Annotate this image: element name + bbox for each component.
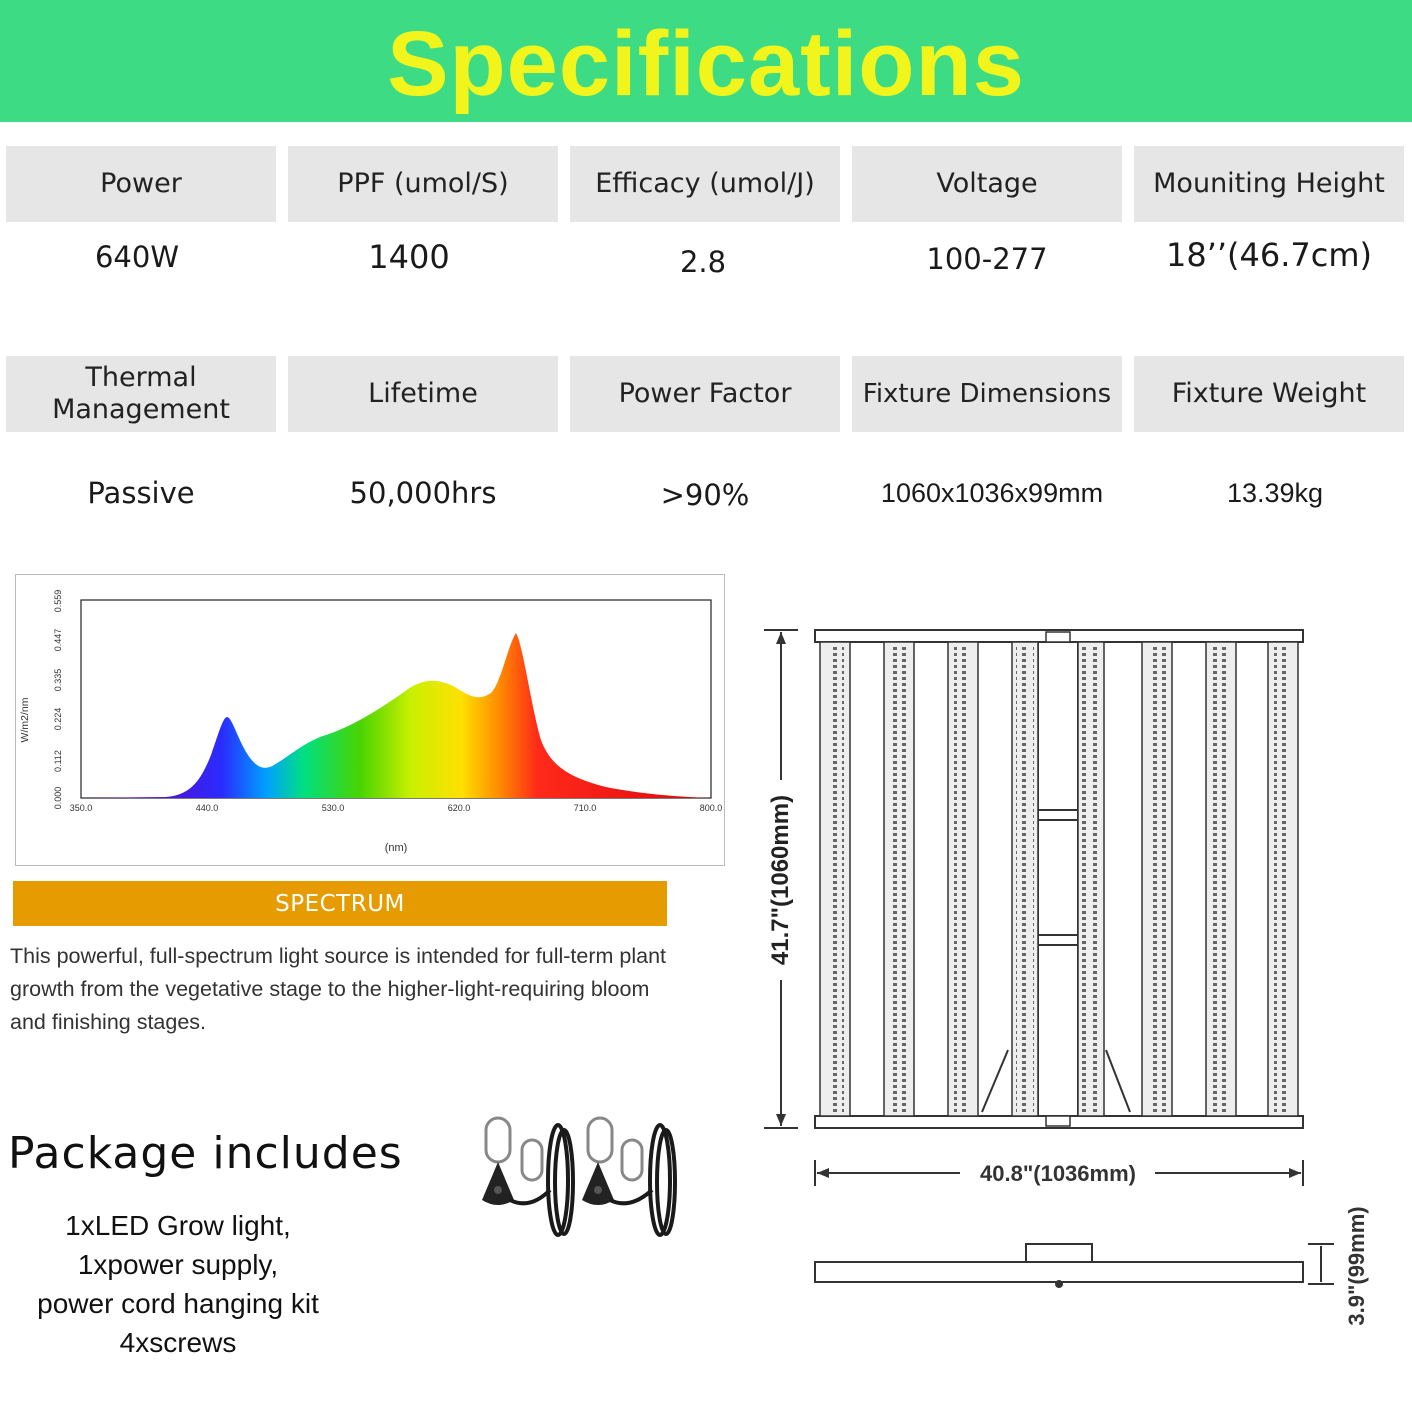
page-title: Specifications xyxy=(387,13,1025,115)
spec-value-power: 640W xyxy=(94,240,180,274)
spectrum-chart-frame xyxy=(15,574,725,866)
y-tick: 0.224 xyxy=(53,707,63,731)
spec-label-mounting-height: Mouniting Height xyxy=(1134,146,1404,222)
spec-value-ppf: 1400 xyxy=(368,238,450,276)
height-dimension-label: 41.7"(1060mm) xyxy=(767,794,794,966)
width-dimension-label: 40.8"(1036mm) xyxy=(980,1161,1136,1186)
spec-label-voltage: Voltage xyxy=(852,146,1122,222)
spec-value-mounting-height: 18’’(46.7cm) xyxy=(1165,236,1373,274)
depth-dimension-label: 3.9"(99mm) xyxy=(1344,1206,1369,1326)
spec-label-ppf: PPF (umol/S) xyxy=(288,146,558,222)
spec-label-weight: Fixture Weight xyxy=(1134,356,1404,432)
spec-label-thermal: Thermal Management xyxy=(6,356,276,432)
spec-value-lifetime: 50,000hrs xyxy=(349,476,497,510)
spec-value-weight: 13.39kg xyxy=(1226,478,1324,508)
x-tick: 530.0 xyxy=(321,803,345,813)
spec-label-power: Power xyxy=(6,146,276,222)
spec-label-dimensions: Fixture Dimensions xyxy=(852,356,1122,432)
x-tick: 440.0 xyxy=(195,803,219,813)
spec-value-voltage: 100-277 xyxy=(926,242,1048,276)
package-item: 1xLED Grow light, xyxy=(65,1210,291,1241)
package-list xyxy=(8,1206,348,1362)
package-title: Package includes xyxy=(8,1128,403,1179)
spec-value-dimensions: 1060x1036x99mm xyxy=(880,478,1104,508)
x-tick: 710.0 xyxy=(573,803,597,813)
spec-label-lifetime: Lifetime xyxy=(288,356,558,432)
y-tick: 0.447 xyxy=(53,628,63,652)
x-tick: 800.0 xyxy=(699,803,723,813)
fixture-diagram xyxy=(750,580,1412,1360)
y-axis-label: W/m2/nm xyxy=(19,697,31,743)
spec-label-efficacy: Efficacy (umol/J) xyxy=(570,146,840,222)
spec-value-efficacy: 2.8 xyxy=(679,245,727,279)
x-tick: 350.0 xyxy=(69,803,93,813)
x-axis-label: (nm) xyxy=(384,842,408,854)
y-tick: 0.335 xyxy=(53,668,63,692)
x-tick: 620.0 xyxy=(447,803,471,813)
spec-label-power-factor: Power Factor xyxy=(570,356,840,432)
package-item: power cord hanging kit xyxy=(37,1288,319,1319)
spec-value-thermal: Passive xyxy=(87,476,195,510)
package-item: 4xscrews xyxy=(119,1327,237,1358)
y-tick: 0.000 xyxy=(53,786,63,810)
spec-value-power-factor: >90% xyxy=(660,478,750,512)
fixture-drawing xyxy=(750,580,1412,1360)
spectrum-description: This powerful, full-spectrum light source is intended for full-term plant growth from the vegetative stage to the higher-light-requiring bloom and finishing stages. xyxy=(10,944,667,1034)
y-tick: 0.559 xyxy=(53,589,63,613)
y-tick: 0.112 xyxy=(53,750,63,772)
hanging-kit-image xyxy=(470,1110,690,1250)
spectrum-chart xyxy=(16,575,724,865)
spectrum-banner: SPECTRUM xyxy=(13,881,667,926)
package-item: 1xpower supply, xyxy=(77,1249,279,1280)
